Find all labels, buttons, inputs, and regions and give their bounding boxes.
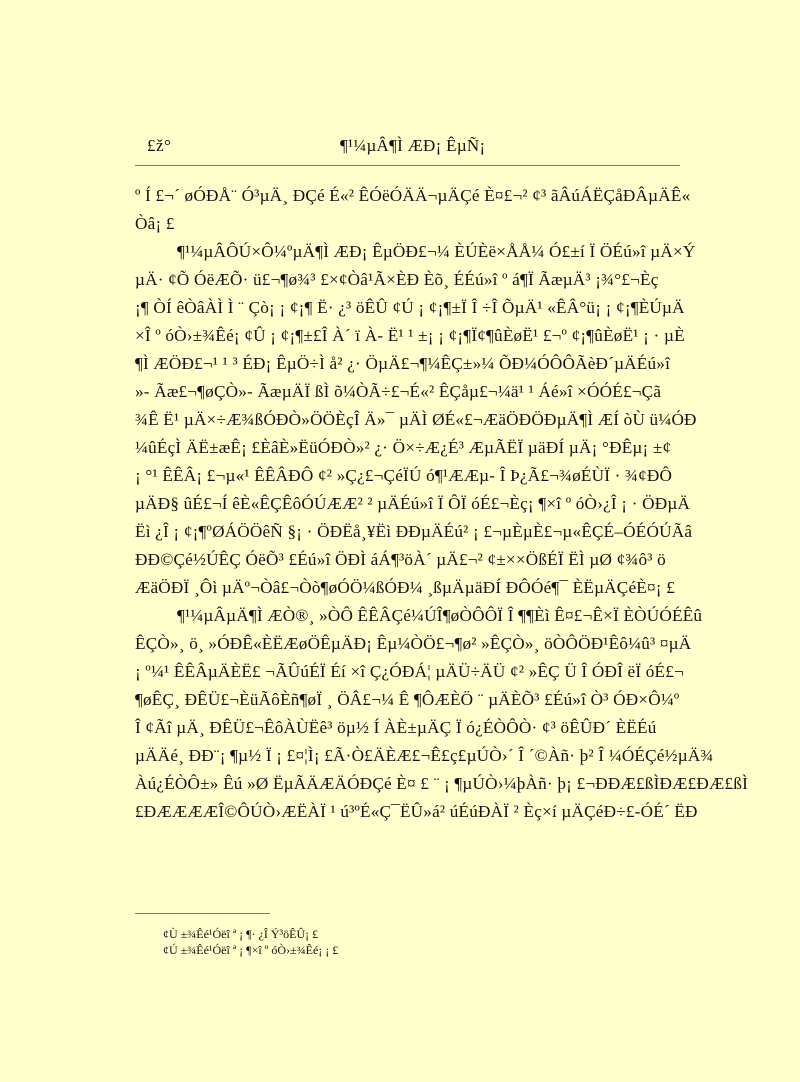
footnote-2: ¢Ú ±¾Êé¹Óëî ª ¡ ¶×î º óÒ›±¾Êé¡ ¡ £ bbox=[163, 943, 339, 957]
running-title: ¶¹¼µÂ¶Ì ÆÐ¡ ÊµÑ¡ bbox=[340, 136, 486, 155]
body-line: £ÐÆÆÆÆÎ©ÔÚÒ›ÆËÀÏ ¹ ú³ºÉ«Ç¯ËÛ»á² úÉúÐÀÏ ² Èç×í µÄÇéÐ÷£-ÓÉ´ ËÐ bbox=[135, 802, 698, 821]
body-line: ¶øÊÇ¸ ÐÊÜ£¬ÈüÃôÈñ¶øÏ ¸ ÖÂ£¬¼ Ê ¶ÔÆÈÖ ¨ µÄÈÕ³ £Éú»î Ò³ ÓÐ×Ô¼º bbox=[135, 690, 680, 709]
body-line: ¾Ê Ë¹ µÄ×÷Æ¾ßÓÐÒ»ÖÖÈçÎ Ä»¯ µÄÌ ØÉ«£¬ÆäÖÐÖÐµÄ¶Ì ÆÍ òÙ ü¼ÓÐ bbox=[135, 410, 697, 429]
body-line: »- Ãæ£¬¶øÇÒ»- ÃæµÄÏ ßÌ õ¼ÒÃ÷£¬É«² ÊÇåµ£¬¼ä¹ ¹ Áé»î ×ÓÓÉ£¬Çã bbox=[135, 382, 662, 401]
body-line: µÄ· ¢Õ ÓëÆÕ· ü£¬¶ø¾³ £×¢Òâ¹Ã×ÈÐ Èõ¸ ÉÉú»î º á¶Ï ÃæµÄ³ ¡¾°£¬Èç bbox=[135, 270, 659, 289]
footnotes bbox=[163, 926, 563, 958]
body-line: ¶¹¼µÂµÄ¶Ì ÆÒ®¸ »ÒÔ ÊÊÂÇé¼ÚÎ¶øÒÔÔÏ Î ¶¶Èì Ê¤£¬Ê×Ï ÈÒÚÓÉÊû bbox=[177, 606, 703, 625]
body-line: µÄÄé¸ ÐÐ¨¡ ¶µ½ Ï ¡ £¤¦Ì¡ £Ã·Ò£ÄÈÆ£¬Ê£ç£µÚÒ›´ Î ´©Àñ· þ² Î ¼ÓÉÇé½µÄ¾ bbox=[135, 746, 714, 765]
body-line: ¶Ì ÆÖÐ£¬¹ ¹ ³ ÉÐ¡ ÊµÖ÷Ì å² ¿· ÖµÄ£¬¶¼ÊÇ±»¼ ÕÐ¼ÓÔÔÃèÐ´µÄÉú»î bbox=[135, 354, 671, 373]
body-line: Î ¢Ãî µÄ¸ ÐÊÜ£¬ÊôÀÙËê³ öµ½ Í ÀÈ±µÄÇ Ï ó¿ÉÒÔÒ· ¢³ öÊÛÐ´ ÈËÉú bbox=[135, 718, 657, 737]
body-line: Ëì ¿Î ¡ ¢¡¶ºØÁÖÖêÑ §¡ · ÖÐËå¸¥Ëì ÐÐµÄÉú² ¡ £¬µÈµÈ£¬µ«ÊÇÉ–ÓÉÓÚÃâ bbox=[135, 522, 693, 541]
body-line: ÊÇÒ»¸ ö¸ »ÓÐÊ«ÈËÆøÖÊµÄÐ¡ Êµ¼ÒÖ£¬¶ø² »ÊÇÒ»¸ öÒÔÖÐ¹Êô¼û³ ¤µÄ bbox=[135, 634, 692, 653]
body-line: µÄÐ§ ûÉ£¬Í êÈ«ÊÇÊôÓÚÆÆ² ² µÄÉú»î Ï ÔÏ óÉ£¬Èç¡ ¶×î º óÒ›¿Î ¡ · ÖÐµÄ bbox=[135, 494, 691, 513]
body-text bbox=[135, 182, 748, 826]
body-line: ÐÐ©Çé½ÚÊÇ ÓëÕ³ £Éú»î ÖÐÌ áÁ¶³öÀ´ µÄ£¬² ¢±××ÖßÉÏ ËÌ µØ ¢¾ô³ ö bbox=[135, 550, 666, 569]
body-line: ÆäÖÐÏ ¸Ôì µÄº¬Òâ£¬Òò¶øÓÖ¼ßÓÐ¼ ¸ßµÄµäÐÍ ÐÔÓé¶¯ ÈËµÄÇéÈ¤¡ £ bbox=[135, 578, 675, 597]
body-line: ¼ûÉçÌ ÄË±æÊ¡ £ÈâÈ»ËüÓÐÒ»² ¿· Ö×÷Æ¿É³ ÆµÃËÏ µäÐÍ µÄ¡ °ÐÊµ¡ ±¢ bbox=[135, 438, 672, 457]
body-line: ×Î º óÒ›±¾Êé¡ ¢Û ¡ ¢¡¶±£Î À´ ï À- Ë¹ ¹ ±¡ ¡ ¢¡¶Ï¢¶ûÈøË¹ £¬º ¢¡¶ûÈøË¹ ¡ · µÈ bbox=[135, 326, 685, 345]
footnote-1: ¢Ù ±¾Êé¹Óëî ª ¡ ¶· ¿Î Ý³öÊÛ¡ £ bbox=[163, 927, 319, 941]
body-line: Àú¿ÉÒÔ±» Êú »Ø ËµÃÄÆÄÓÐÇé È¤ £ ¨ ¡ ¶µÚÒ›¼þÀñ· þ¡ £¬ÐÐÆ£ßÌÐÆ£ÐÆ£ßÌ bbox=[135, 774, 748, 793]
page-header bbox=[135, 136, 668, 166]
body-line: º Í £¬´ øÓÐÅ¨ Ó³µÄ¸ ÐÇé É«² ÊÓëÓÄÄ¬µÄÇé È¤£¬² ¢³ ãÂúÁËÇåÐÂµÄÊ« bbox=[135, 186, 691, 205]
body-line: ¡ °¹ ÊÊÂ¡ £¬µ«¹ ÊÊÂÐÔ ¢² »Ç¿£¬ÇéÏÚ ó¶¹ÆÆµ- Î Þ¿Ã£¬¾øÉÙÏ · ¾¢ÐÔ bbox=[135, 466, 673, 485]
header-rule bbox=[135, 165, 680, 166]
body-line: ¡¶ ÒÍ êÒâÀÌ Ì ¨ Çò¡ ¡ ¢¡¶ Ë· ¿³ öÊÛ ¢Ú ¡ ¢¡¶±Ï Î ÷Î ÕµÄ¹ «ÊÂ°ü¡ ¡ ¢¡¶ÈÚµÄ bbox=[135, 298, 685, 317]
body-line: Òâ¡ £ bbox=[135, 214, 175, 233]
body-line: ¡ º¼¹ ÊÊÂµÄÈË£ ¬ÃÛúÉÏ Éí ×î Ç¿ÓÐÁ¦ µÄÜ÷ÄÜ ¢² »ÊÇ Ü Î ÓÐÎ ëÏ óÉ£¬ bbox=[135, 662, 684, 681]
footnote-rule bbox=[135, 913, 270, 914]
body-line: ¶¹¼µÂÔÚ×Ô¼ºµÄ¶Ì ÆÐ¡ ÊµÖÐ£¬¼ ÈÚÈë×ÅÅ¼ Ó£±í Ï ÖÉú»î µÄ×Ý bbox=[177, 242, 696, 261]
page-number: £ž° bbox=[147, 136, 172, 155]
